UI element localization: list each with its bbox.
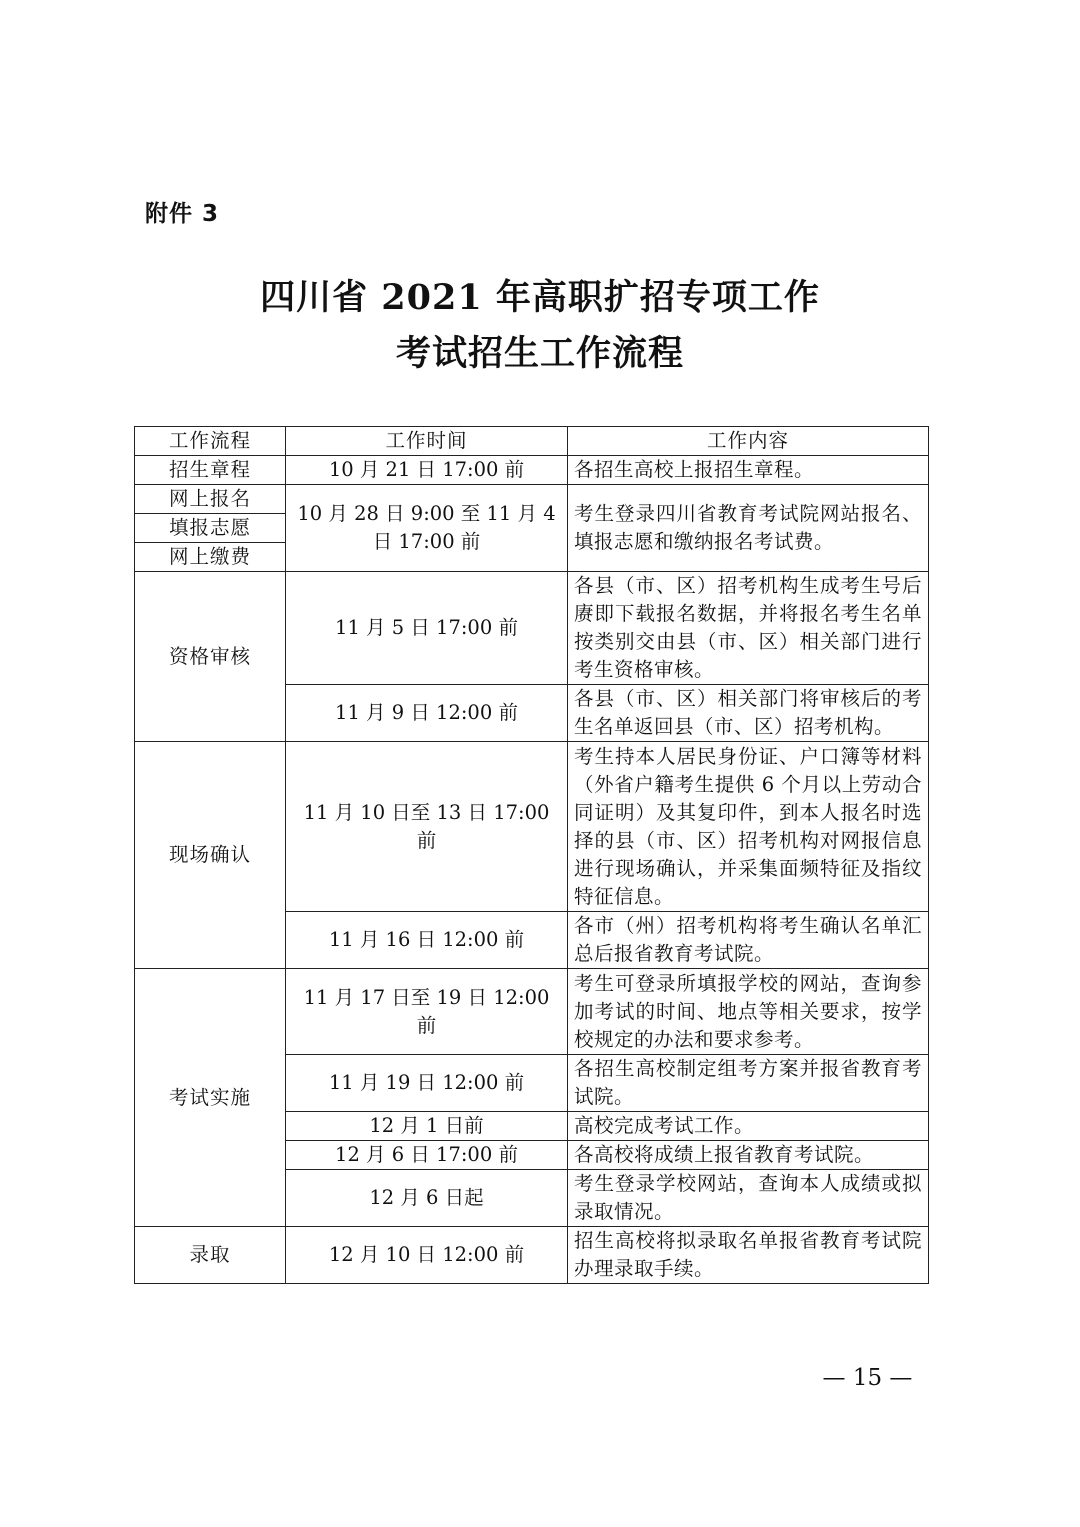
- table-row: [135, 742, 929, 912]
- content-cell: 各县（市、区）招考机构生成考生号后赓即下载报名数据，并将报名考生名单按类别交由县（市、区）相关部门进行考生资格审核。: [568, 572, 929, 685]
- page-number: — 15 —: [822, 1365, 913, 1391]
- content-cell: 考生持本人居民身份证、户口簿等材料（外省户籍考生提供 6 个月以上劳动合同证明）及其复印件，到本人报名时选择的县（市、区）招考机构对网报信息进行现场确认，并采集面频特征及指纹特征信息。: [568, 742, 929, 912]
- time-cell: 11 月 17 日至 19 日 12:00 前: [286, 969, 568, 1055]
- content-cell: 各招生高校制定组考方案并报省教育考试院。: [568, 1055, 929, 1112]
- header-content: 工作内容: [568, 427, 929, 456]
- document-title-line2: 考试招生工作流程: [395, 333, 684, 374]
- time-cell: 12 月 10 日 12:00 前: [286, 1227, 568, 1284]
- time-cell: 10 月 28 日 9:00 至 11 月 4 日 17:00 前: [286, 485, 568, 572]
- content-cell: 各市（州）招考机构将考生确认名单汇总后报省教育考试院。: [568, 912, 929, 969]
- table-row: [135, 456, 929, 485]
- stage-cell: 录取: [135, 1227, 286, 1284]
- time-cell: 12 月 6 日起: [286, 1170, 568, 1227]
- document-title-line1: 四川省 2021 年高职扩招专项工作: [260, 277, 820, 318]
- table-row: [135, 1227, 929, 1284]
- time-cell: 12 月 6 日 17:00 前: [286, 1141, 568, 1170]
- time-cell: 11 月 9 日 12:00 前: [286, 685, 568, 742]
- time-cell: 11 月 5 日 17:00 前: [286, 572, 568, 685]
- content-cell: 各县（市、区）相关部门将审核后的考生名单返回县（市、区）招考机构。: [568, 685, 929, 742]
- table-header-row: [135, 427, 929, 456]
- time-cell: 10 月 21 日 17:00 前: [286, 456, 568, 485]
- content-cell: 各高校将成绩上报省教育考试院。: [568, 1141, 929, 1170]
- content-cell: 招生高校将拟录取名单报省教育考试院办理录取手续。: [568, 1227, 929, 1284]
- time-cell: 11 月 19 日 12:00 前: [286, 1055, 568, 1112]
- stage-cell: 网上缴费: [135, 543, 286, 572]
- stage-cell: 资格审核: [135, 572, 286, 742]
- content-cell: 各招生高校上报招生章程。: [568, 456, 929, 485]
- header-time: 工作时间: [286, 427, 568, 456]
- table-row: [135, 572, 929, 685]
- stage-cell: 招生章程: [135, 456, 286, 485]
- table-row: [135, 485, 929, 514]
- time-cell: 11 月 10 日至 13 日 17:00 前: [286, 742, 568, 912]
- stage-cell: 填报志愿: [135, 514, 286, 543]
- stage-cell: 现场确认: [135, 742, 286, 969]
- content-cell: 高校完成考试工作。: [568, 1112, 929, 1141]
- content-cell: 考生可登录所填报学校的网站，查询参加考试的时间、地点等相关要求，按学校规定的办法和要求参考。: [568, 969, 929, 1055]
- content-cell: 考生登录四川省教育考试院网站报名、填报志愿和缴纳报名考试费。: [568, 485, 929, 572]
- time-cell: 12 月 1 日前: [286, 1112, 568, 1141]
- stage-cell: 网上报名: [135, 485, 286, 514]
- header-stage: 工作流程: [135, 427, 286, 456]
- workflow-table: [134, 426, 929, 1284]
- stage-cell: 考试实施: [135, 969, 286, 1227]
- content-cell: 考生登录学校网站，查询本人成绩或拟录取情况。: [568, 1170, 929, 1227]
- time-cell: 11 月 16 日 12:00 前: [286, 912, 568, 969]
- attachment-label: 附件 3: [145, 201, 220, 227]
- table-row: [135, 969, 929, 1055]
